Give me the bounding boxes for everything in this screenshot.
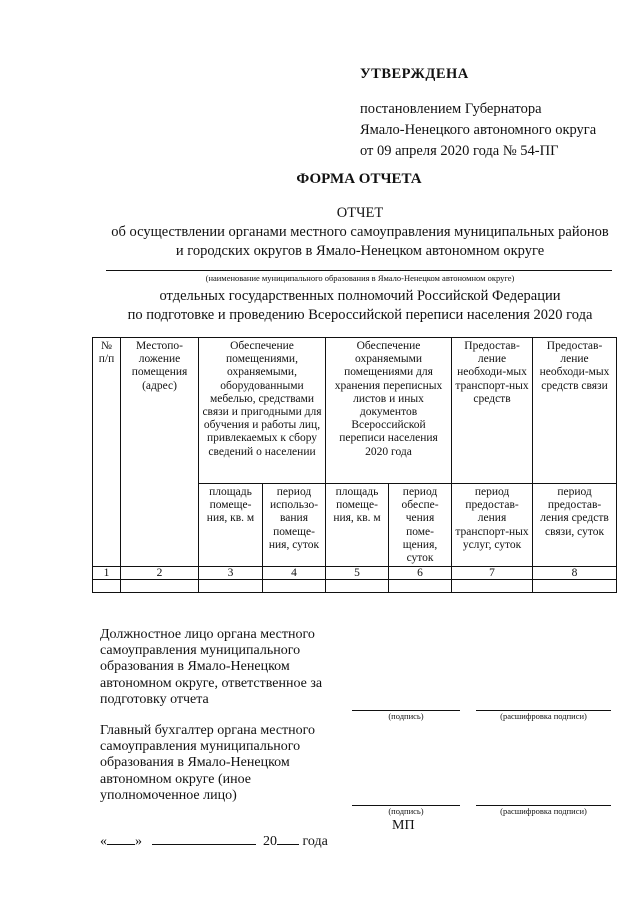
approval-heading: УТВЕРЖДЕНА <box>360 66 469 82</box>
report-subtitle-4: по подготовке и проведению Всероссийской переписи населения 2020 года <box>127 307 593 323</box>
column-number-row <box>93 567 617 580</box>
table-row <box>93 580 617 593</box>
column-number: 8 <box>533 567 617 580</box>
date-close-quote: » <box>135 834 142 849</box>
date-year-prefix: 20 <box>263 834 277 849</box>
column-number: 5 <box>326 567 389 580</box>
date-line <box>100 832 328 850</box>
date-year-suffix: года <box>302 834 328 849</box>
date-day-blank[interactable] <box>107 832 135 845</box>
report-subtitle-1: об осуществлении органами местного самоуправления муниципальных районов <box>111 224 609 240</box>
header-storage: Обеспечение охраняемыми помещениями для хранения переписных листов и иных документов Всероссийской переписи населения 2020 года <box>326 338 452 484</box>
table-cell[interactable] <box>326 580 389 593</box>
table-cell[interactable] <box>199 580 263 593</box>
report-subtitle-block <box>90 287 630 325</box>
table-cell[interactable] <box>389 580 452 593</box>
accountant-description: Главный бухгалтер органа местного самоуправления муниципального образования в Ямало-Ненецком автономном округе (иное уполномоченное лицо) <box>100 723 316 803</box>
report-title-block <box>90 204 630 261</box>
date-open-quote: « <box>100 834 107 849</box>
report-subtitle-3: отдельных государственных полномочий Российской Федерации <box>159 288 561 304</box>
column-number: 3 <box>199 567 263 580</box>
table-cell[interactable] <box>121 580 199 593</box>
municipality-caption: (наименование муниципального образования в Ямало-Ненецком автономном округе) <box>205 273 515 283</box>
form-title: ФОРМА ОТЧЕТА <box>296 171 422 187</box>
header-communications: Предостав-ление необходи-мых средств связи <box>533 338 617 484</box>
table-cell[interactable] <box>452 580 533 593</box>
approval-line-3: от 09 апреля 2020 года № 54-ПГ <box>360 143 559 159</box>
approval-block <box>360 64 596 162</box>
report-title: ОТЧЕТ <box>336 205 384 221</box>
municipality-name-line <box>106 270 612 271</box>
stamp-placeholder: МП <box>392 818 415 833</box>
column-number: 7 <box>452 567 533 580</box>
table-cell[interactable] <box>533 580 617 593</box>
date-year-blank[interactable] <box>277 832 299 845</box>
header-no: № п/п <box>93 338 121 567</box>
report-table <box>92 337 617 593</box>
header-location: Местопо-ложение помещения (адрес) <box>121 338 199 567</box>
official-signature-caption: (подпись) <box>388 711 424 721</box>
official-decode-caption: (расшифровка подписи) <box>500 711 587 721</box>
sub-period-transport: период предостав-ления транспорт-ных услуг, суток <box>452 484 533 567</box>
approval-line-1: постановлением Губернатора <box>360 101 542 117</box>
column-number: 1 <box>93 567 121 580</box>
table-cell[interactable] <box>93 580 121 593</box>
header-transport: Предостав-ление необходи-мых транспорт-ных средств <box>452 338 533 484</box>
sub-period-premises: период использо-вания помеще-ния, суток <box>263 484 326 567</box>
header-row <box>93 338 617 484</box>
table-cell[interactable] <box>263 580 326 593</box>
column-number: 2 <box>121 567 199 580</box>
date-month-blank[interactable] <box>152 832 256 845</box>
column-number: 4 <box>263 567 326 580</box>
sub-area-premises: площадь помеще-ния, кв. м <box>199 484 263 567</box>
official-description: Должностное лицо органа местного самоуправления муниципального образования в Ямало-Ненецком автономном округе, ответственное за подготовку отчета <box>100 627 323 707</box>
sub-period-communications: период предостав-ления средств связи, суток <box>533 484 617 567</box>
header-premises: Обеспечение помещениями, охраняемыми, оборудованными мебелью, средствами связи и пригодными для обучения и работы лиц, привлекаемых к сбору сведений о населении <box>199 338 326 484</box>
accountant-decode-caption: (расшифровка подписи) <box>500 806 587 816</box>
report-subtitle-2: и городских округов в Ямало-Ненецком автономном округе <box>175 243 545 259</box>
approval-line-2: Ямало-Ненецкого автономного округа <box>360 122 597 138</box>
column-number: 6 <box>389 567 452 580</box>
sub-period-storage: период обеспе-чения поме-щения, суток <box>389 484 452 567</box>
accountant-signature-caption: (подпись) <box>388 806 424 816</box>
sub-area-storage: площадь помеще-ния, кв. м <box>326 484 389 567</box>
